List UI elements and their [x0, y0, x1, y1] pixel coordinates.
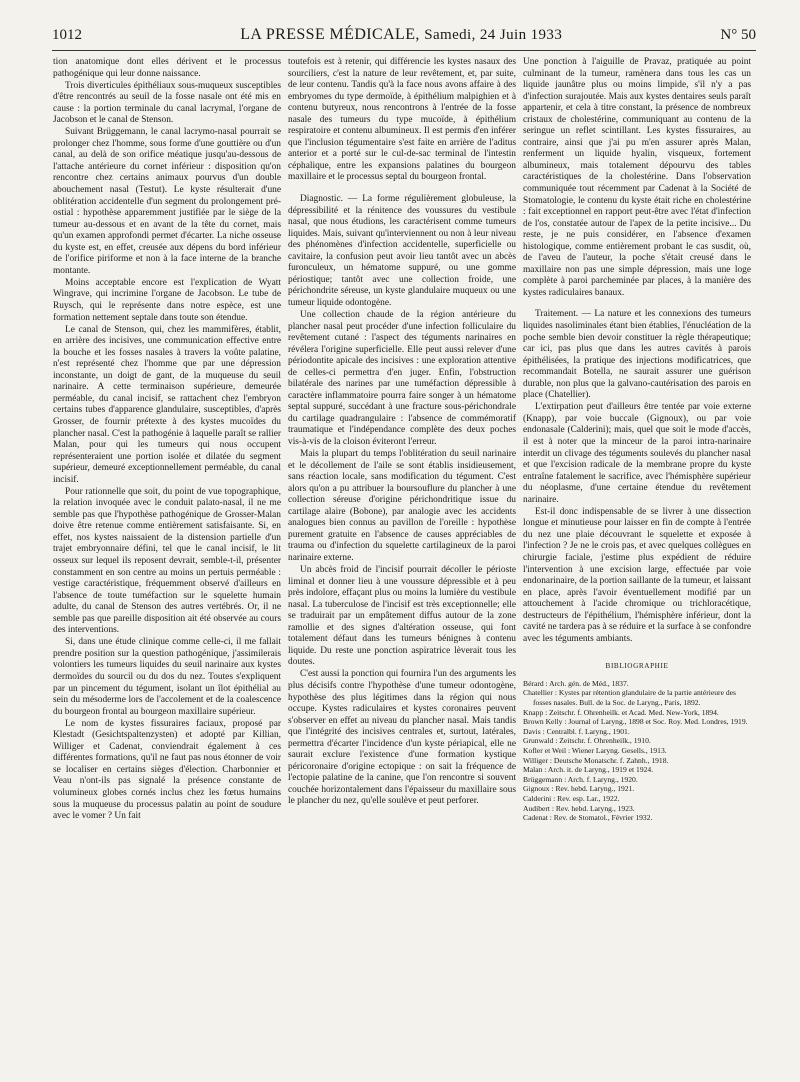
header-rule [52, 50, 756, 51]
paragraph: Moins acceptable encore est l'explication de Wyatt Wingrave, qui incrimine l'organe de Jacobson. Le tube de Ruysch, qui le représente dans notre espèce, est une formation nettement septale dans toute son étendue. [53, 277, 281, 323]
journal-title-line [240, 26, 562, 44]
column-3 [523, 57, 751, 1065]
paragraph: Mais la plupart du temps l'oblitération du seuil narinaire et le décollement de l'aile se sont établis insidieusement, sans réaction locale, sans modification du tégument. C'est alors qu'on a pu attribuer la boursouflure du plancher à une collection séreuse d'origine périchondritique issue du cartilage alaire (Bobone), par analogie avec les accidents analogues bien connus au pavillon de l'oreille : hypothèse purement gratuite en l'absence de causes appréciables de trauma ou d'infection du squelette cartilagineux de la paroi narinaire externe. [288, 449, 516, 563]
paragraph: toutefois est à retenir, qui différencie les kystes nasaux des sourciliers, c'est la nature de leur revêtement, et, par suite, de leur contenu. Tandis qu'à la face nous avons affaire à des embryomes du type dermoïde, à épithélium malpighien et à contenu butyreux, nous rencontrons à l'entrée de la fosse nasale des tumeurs du type mucoïde, à épithélium respiratoire et contenu albumineux. Il est permis d'en inférer que l'inclusion tégumentaire s'est faite en arrière de l'aditus anterior et a porté sur le cul-de-sac terminal de l'intestin céphalique, entre les expansions palatines du bourgeon maxillaire et le processus septal du bourgeon frontal. [288, 57, 516, 183]
bibliography-entry: Brown Kelly : Journal of Laryng., 1898 et Soc. Roy. Med. Londres, 1919. [523, 717, 748, 727]
bibliography-entry: Davis : Centralbl. f. Laryng., 1901. [523, 726, 630, 736]
paragraph: Un abcès froid de l'incisif pourrait décoller le périoste liminal et donner lieu à une voussure dépressible et à peu près indolore, effaçant plus ou moins la lumière du vestibule nasal. La tuberculose de l'incisif est très exceptionnelle; elle se traduirait par un empâtement diffus autour de la zone ramollie et des signes d'altération osseuse, qui font totalement défaut dans les tumeurs bénignes à contenu liquide. Du reste une ponction aspiratrice lèverait tous les doutes. [288, 565, 516, 668]
bibliography-list [523, 679, 751, 823]
journal-title: LA PRESSE MÉDICALE, [240, 26, 420, 43]
paragraph: Suivant Brüggemann, le canal lacrymo-nasal pourrait se prolonger chez l'homme, sous forme d'une gouttière ou d'un canal, au delà de son orifice méatique jusqu'au-dessous de l'attache antérieure du cornet inférieur : disposition qu'on rencontre chez certains animaux pourvus d'un double abouchement nasal (Testut). Le kyste résulterait d'une oblitération accidentelle d'un segment du prolongement pré-ostial : hypothèse apparemment justifiée par le siège de la tumeur au-dessous et en avant de la tête du cornet, mais qu'un examen approfondi permet d'écarter. La niche osseuse du kyste est, en effet, creusée aux dépens du bord inférieur de l'orifice piriforme et non à la face interne de la branche montante. [53, 127, 281, 276]
paragraph: Une collection chaude de la région antérieure du plancher nasal peut procéder d'une infection folliculaire du revêtement cutané : l'aspect des téguments narinaires en révélera l'origine superficielle. Elle peut aussi relever d'une périodontite apicale des incisives : une exploration attentive de celles-ci permettra d'en juger. Enfin, l'obstruction bilatérale des narines par une tuméfaction dépressible à caractère inflammatoire pourra faire songer à un hématome septal suppuré, succédant à une fracture sous-périchondrale du cartilage quadrangulaire : l'absence de commémoratif traumatique et l'indépendance complète des deux poches vis-à-vis de la cloison éviteront l'erreur. [288, 309, 516, 447]
issue-date: Samedi, 24 Juin 1933 [424, 27, 563, 43]
bibliography-entry: Williger : Deutsche Monatschr. f. Zahnh., 1918. [523, 755, 669, 765]
traitement-paragraph: Traitement. — La nature et les connexions des tumeurs liquides nasoliminales étant bien établies, l'énucléation de la poche semble bien devoir constituer la règle thérapeutique; car ici, pas plus que dans les autres cavités à parois épithélisées, la pratique des injections modificatrices, que recommandait Botella, ne saurait assurer une guérison durable, non plus que la galvano-cautérisation des parois en place (Chatellier). [523, 309, 751, 401]
bibliography-entry: Bérard : Arch. gén. de Méd., 1837. [523, 678, 629, 688]
page-header [52, 26, 756, 48]
column-1 [53, 57, 281, 1065]
bibliography-entry: Chatellier : Kystes par rétention glandulaire de la partie antérieure des fosses nasales. Bull. de la Soc. de Laryng., Paris, 1892. [523, 688, 736, 708]
paragraph: tion anatomique dont elles dérivent et le processus pathogénique qui leur donne naissance. [53, 57, 281, 79]
bibliography-entry: Grunwald : Zeitschr. f. Ohrenheilk., 1910. [523, 736, 651, 746]
bibliography-entry: Gignoux : Rev. hebd. Laryng., 1921. [523, 784, 635, 794]
bibliography-entry: Knapp : Zeitschr. f. Ohrenheilk. et Acad. Med. New-York, 1894. [523, 707, 719, 717]
paragraph: Pour rationnelle que soit, du point de vue topographique, la relation invoquée avec le conduit palato-nasal, il ne me semble pas que l'hypothèse pathogénique de Grosser-Malan doive être retenue comme entièrement satisfaisante. Si, en effet, nos kystes naissaient de la distension partielle d'un trajet embryonnaire défini, tel que le canal incisif, le lit osseux sur lequel ils reposent devrait, semble-t-il, présenter constamment en son centre au moins un pertuis perméable : vestige caractéristique, fréquemment observé d'ailleurs en l'absence de toute tuméfaction sur le squelette humain adulte, du canal de Stenson des autres vertébrés. Or, il ne semble pas que pareille disposition ait été observée au cours des interventions. [53, 486, 281, 636]
paragraph: Si, dans une étude clinique comme celle-ci, il me fallait prendre position sur la question pathogénique, j'assimilerais volontiers les tumeurs liquides du seuil narinaire aux kystes dermoïdes du sourcil ou du dos du nez. Toutes s'expliquent par un pincement du tégument, isolant un îlot épithélial au sein du mésoderme lors de l'accolement et de la coalescence du bourgeon frontal au bourgeon maxillaire supérieur. [53, 637, 281, 717]
paragraph: Est-il donc indispensable de se livrer à une dissection longue et minutieuse pour laisser en fin de compte à l'entrée du nez une plaie découvrant le squelette et exposée à l'infection ? Je ne le crois pas, et avec quelques collègues en chirurgie faciale, j'estime plus expédient de réduire l'intervention à une excision large, effectuée par voie endonarinaire, de la portion saillante de la tumeur, et laissant en place, après l'avoir éventuellement modifié par un attouchement à l'acide chromique ou trichloracétique, destructeurs de l'épithélium, l'hémisphère inférieur, dont la cavité ne tardera pas à se réduire et la surface à se confondre avec les téguments ambiants. [523, 506, 751, 644]
bibliography-entry: Kofler et Weil : Wiener Laryng. Gesells., 1913. [523, 746, 667, 756]
paragraph: C'est aussi la ponction qui fournira l'un des arguments les plus décisifs contre l'hypothèse d'une tumeur odontogène, hypothèse des plus légitimes dans la région qui nous occupe. Kystes radiculaires et kystes coronaires peuvent s'observer en effet au niveau du plancher nasal. Mais tandis que l'intégrité des incisives centrales et, surtout, latérales, permettra d'écarter l'incidence d'un kyste périapical, elle ne saurait exclure l'existence d'une formation kystique péricoronaire d'origine ectopique : on sait la fréquence de l'ectopie palatine de la canine, que l'on rencontre si souvent couchée horizontalement dans l'épaisseur du maxillaire sous le plancher du nez, qu'elle soulève et peut perforer. [288, 669, 516, 807]
bibliography-entry: Brüggemann : Arch. f. Laryng., 1920. [523, 774, 638, 784]
bibliography-entry: Calderini : Rev. esp. Lar., 1922. [523, 794, 620, 804]
column-2 [288, 57, 516, 807]
page-number: 1012 [52, 27, 82, 43]
bibliography-title: BIBLIOGRAPHIE [605, 662, 669, 671]
paragraph: L'extirpation peut d'ailleurs être tentée par voie externe (Knapp), par voie buccale (Gignoux), ou par voie endonasale (Calderini); mais, quel que soit le mode d'accès, il est à noter que la minceur de la paroi intra-narinaire interdit un clivage des téguments soulevés du plancher nasal et que l'excision radicale de la membrane propre du kyste entraîne fatalement le sacrifice, avec l'hémisphère supérieur du néoplasme, d'une certaine étendue du revêtement narinaire. [523, 402, 751, 505]
diagnostic-paragraph: Diagnostic. — La forme régulièrement globuleuse, la dépressibilité et la rénitence des voussures du vestibule nasal, que nous étudions, les caractérisent comme tumeurs liquides. Mais, suivant qu'interviennent ou non à leur niveau des phénomènes d'infection accidentelle, superficielle ou cavitaire, la confusion peut avoir lieu tantôt avec un abcès furonculeux, un hématome suppuré, ou une gomme périostique; tantôt avec une collection froide, une périchondrite séreuse, un kyste glandulaire muqueux ou une tumeur liquide odontogène. [288, 194, 516, 308]
paragraph: Le canal de Stenson, qui, chez les mammifères, établit, en arrière des incisives, une communication effective entre la bouche et les fosses nasales à travers la voûte palatine, n'est représenté chez l'homme que par une dépression inconstante, un doigt de gant, de la muqueuse du seuil narinaire. A cette terminaison supérieure, demeurée perméable, du canal incisif, se rattachent chez l'embryon certains tubes d'apparence glandulaire, susceptibles, d'après Grosser, de fournir prétexte à des kystes mucoïdes du plancher nasal. C'est la pathogénie à laquelle paraît se rallier Malan, pour qui les tumeurs qui nous occupent représenteraient une portion isolée et dilatée du segment supérieur, demeuré exceptionnellement perméable, du canal incisif. [53, 324, 281, 485]
bibliography-entry: Audibert : Rev. hebd. Laryng., 1923. [523, 803, 635, 813]
bibliography-entry: Cadenat : Rev. de Stomatol., Février 1932. [523, 813, 653, 823]
paragraph: Le nom de kystes fissuraires faciaux, proposé par Klestadt (Gesichtspaltenzysten) et adopté par Killian, Williger et Cadenat, conviendrait également à ces différentes formations, qu'il ne faut pas nous étonner de voir se localiser en certains sièges d'élection. Charbonnier et Veau n'ont-ils pas signalé la présence constante de volumineux globes cornés inclus chez les fœtus humains sous la muqueuse du processus palatin au point de soudure avec le vomer ? Un fait [53, 718, 281, 822]
paragraph: Trois diverticules épithéliaux sous-muqueux susceptibles d'être rencontrés au seuil de la fosse nasale ont été mis en cause : la portion terminale du canal lacrymal, l'organe de Jacobson et le canal de Stenson. [53, 80, 281, 126]
bibliography-entry: Malan : Arch. it. de Laryng., 1919 et 1924. [523, 765, 654, 775]
issue-number: N° 50 [720, 27, 756, 43]
paragraph: Une ponction à l'aiguille de Pravaz, pratiquée au point culminant de la tumeur, ramènera dans tous les cas un liquide jaunâtre plus ou moins limpide, s'il n'y a pas d'infection surajoutée. Mais aux kystes dentaires seuls paraît appartenir, et cela à titre constant, la présence de nombreux cristaux de cholestérine, communiquant au contenu de la seringue un reflet scintillant. Les kystes fissuraires, au contraire, ainsi que j'ai pu m'en assurer après Malan, renferment un liquide hyalin, visqueux, fortement albumineux, mais totalement dépourvu des tables caractéristiques de la cholestérine. Dans l'observation communiquée tout récemment par Cadenat à la Société de Stomatologie, le contenu du kyste était riche en cholestérine : fait exceptionnel en rapport peut-être avec l'état d'infection de l'os, constatée autour de l'apex de la petite incisive... Du reste, je ne puis considérer, en l'absence d'examen histologique, comme entièrement probant le cas susdit, où, de l'aveu de l'auteur, la poche s'était creusé dans le maxillaire non pas une simple dépression, mais une loge complète à paroi parcheminée par places, à la manière des kystes radiculaires banaux. [523, 57, 751, 298]
